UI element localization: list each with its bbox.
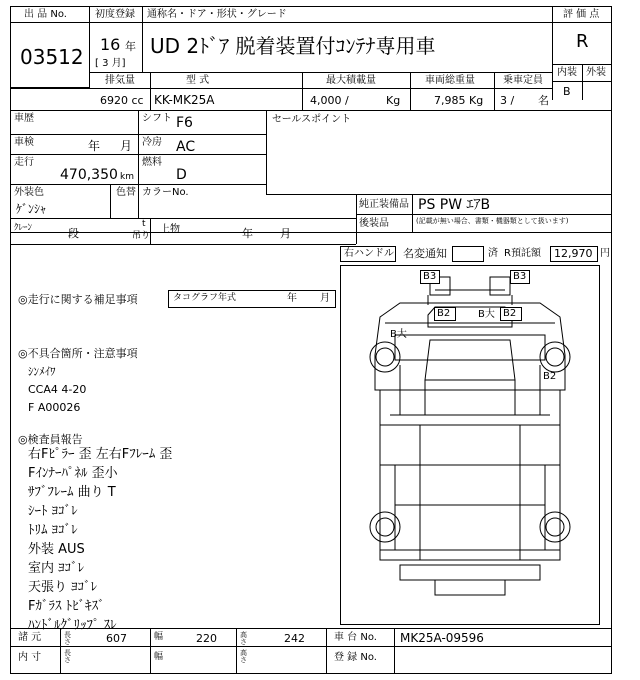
lot-label: 出 品 No.: [24, 9, 67, 20]
first-reg-year-unit: 年: [125, 40, 136, 53]
first-reg-year: 16: [100, 35, 121, 54]
capacity-value: 3 /: [500, 94, 515, 107]
first-reg-label: 初度登録: [95, 9, 135, 20]
aftermarket-label: 後装品: [359, 218, 389, 229]
equipment-label: 純正装備品: [359, 199, 409, 210]
inspector-item: ﾄﾘﾑ ﾖｺﾞﾚ: [28, 523, 78, 538]
max-load-unit: Kg: [386, 94, 401, 107]
width-value: 220: [196, 632, 217, 645]
upper-label: 上物: [160, 224, 180, 235]
inspection-year: 年: [88, 139, 101, 153]
damage-mark: B大: [390, 329, 407, 340]
upper-month: 月: [280, 227, 291, 240]
inspector-item: ｼｰﾄ ﾖｺﾞﾚ: [28, 504, 78, 519]
sales-point-label: セールスポイント: [272, 114, 352, 125]
width-label: 幅: [154, 632, 164, 642]
capacity-label: 乗車定員: [503, 75, 543, 86]
defects-label: ◎不具合箇所・注意事項: [18, 347, 138, 360]
tacho-label: タコグラフ年式: [173, 293, 237, 303]
equipment-value: PS PW ｴｱB: [418, 197, 491, 213]
inner-width-label: 幅: [154, 652, 164, 662]
inspection-label: 車検: [14, 137, 34, 148]
spec-label: 諸 元: [18, 632, 42, 643]
r-reading-unit: 円: [600, 248, 610, 259]
vehicle-title: UD 2ﾄﾞｱ 脱着装置付ｺﾝﾃﾅ専用車: [150, 34, 436, 58]
meter-change-label: 名変通知: [403, 247, 447, 260]
aftermarket-note: (記載が無い場合、書類・機器類として扱います): [416, 217, 569, 225]
exterior-label: 外装: [586, 67, 606, 78]
r-reading-label: R預託額: [504, 248, 541, 259]
truck-diagram: [340, 265, 600, 625]
ac-value: AC: [176, 139, 196, 155]
color-value: ｹﾞﾝｼｬ: [16, 202, 47, 216]
color-change-label: 色替: [116, 187, 136, 198]
meter-change-box: [452, 246, 484, 262]
interior-label: 内装: [557, 67, 577, 78]
damage-mark: B2: [503, 308, 517, 319]
fuel-value: D: [176, 167, 187, 183]
upper-year: 年: [242, 227, 253, 240]
defect-item: CCA4 4-20: [28, 383, 87, 396]
length-label: 長さ: [64, 631, 71, 646]
score-value: R: [576, 31, 589, 52]
inner-height-label: 高さ: [240, 649, 247, 664]
inner-label: 内 寸: [18, 652, 42, 663]
score-label: 評 価 点: [563, 9, 600, 20]
chassis-value: MK25A-09596: [400, 631, 484, 645]
gross-weight-label: 車両総重量: [425, 75, 475, 86]
displacement-label: 排気量: [105, 75, 135, 86]
shift-value: F6: [176, 115, 193, 131]
capacity-unit: 名: [538, 94, 549, 107]
damage-mark: B3: [423, 271, 437, 282]
damage-mark: B3: [513, 271, 527, 282]
color-label: 外装色: [14, 187, 44, 198]
first-reg-month: [ 3 月]: [95, 58, 126, 69]
inspector-item: Fｲﾝﾅｰﾊﾟﾈﾙ 歪小: [28, 466, 118, 481]
inspector-item: Fｶﾞﾗｽ ﾄﾋﾞｷｽﾞ: [28, 599, 105, 614]
driving-label: ◎走行に関する補足事項: [18, 293, 138, 306]
height-label: 高さ: [240, 631, 247, 646]
color-no-label: カラーNo.: [142, 187, 189, 198]
shift-label: シフト: [142, 113, 172, 124]
crane-stage: 段: [68, 227, 79, 240]
mileage-unit: km: [120, 172, 134, 182]
max-load-label: 最大積載量: [326, 75, 376, 86]
reg-label: 登 録 No.: [334, 652, 377, 663]
inspector-item: 右Fﾋﾟﾗｰ 歪 左右Fﾌﾚｰﾑ 歪: [28, 447, 173, 462]
damage-mark: B2: [437, 308, 451, 319]
mileage-value: 470,350: [60, 167, 118, 183]
exchange-mark: 済: [488, 248, 498, 259]
gross-weight-value: 7,985 Kg: [434, 94, 484, 107]
inspector-item: 天張り ﾖｺﾞﾚ: [28, 580, 98, 595]
r-reading-value: 12,970: [554, 247, 593, 260]
length-value: 607: [106, 632, 127, 645]
inspector-item: ﾊﾝﾄﾞﾙｸﾞﾘｯﾌﾟ ｽﾚ: [28, 618, 117, 633]
max-load-value: 4,000 /: [310, 94, 349, 107]
defect-item: F A00026: [28, 401, 81, 414]
defect-item: ｼﾝﾒｲﾜ: [28, 365, 56, 378]
handle-value: 右ハンドル: [344, 248, 394, 259]
model-value: KK-MK25A: [154, 93, 215, 107]
chassis-label: 車 台 No.: [334, 632, 377, 643]
ac-label: 冷房: [142, 137, 162, 148]
lot-number: 03512: [20, 45, 84, 69]
history-label: 車歴: [14, 113, 34, 124]
displacement-value: 6920 cc: [100, 94, 144, 107]
name-label: 通称名・ドア・形状・グレード: [147, 9, 287, 20]
inspector-item: 外装 AUS: [28, 542, 85, 557]
crane-label: ｸﾚｰﾝ: [14, 223, 33, 233]
mileage-label: 走行: [14, 157, 34, 168]
fuel-label: 燃料: [142, 157, 162, 168]
model-label: 型 式: [186, 75, 210, 86]
inspection-month: 月: [120, 139, 133, 153]
tacho-year: 年: [287, 293, 297, 304]
damage-mark: B大: [478, 309, 495, 320]
crane-ton-unit: t: [142, 219, 146, 229]
crane-lift: 吊り: [132, 231, 151, 241]
inspector-item: 室内 ﾖｺﾞﾚ: [28, 561, 85, 576]
height-value: 242: [284, 632, 305, 645]
inner-length-label: 長さ: [64, 649, 71, 664]
inspector-item: ｻﾌﾞﾌﾚｰﾑ 曲り T: [28, 485, 116, 500]
damage-mark: B2: [543, 371, 557, 382]
inspector-label: ◎検査員報告: [18, 433, 83, 446]
interior-grade: B: [563, 85, 571, 98]
tacho-month: 月: [320, 293, 330, 304]
